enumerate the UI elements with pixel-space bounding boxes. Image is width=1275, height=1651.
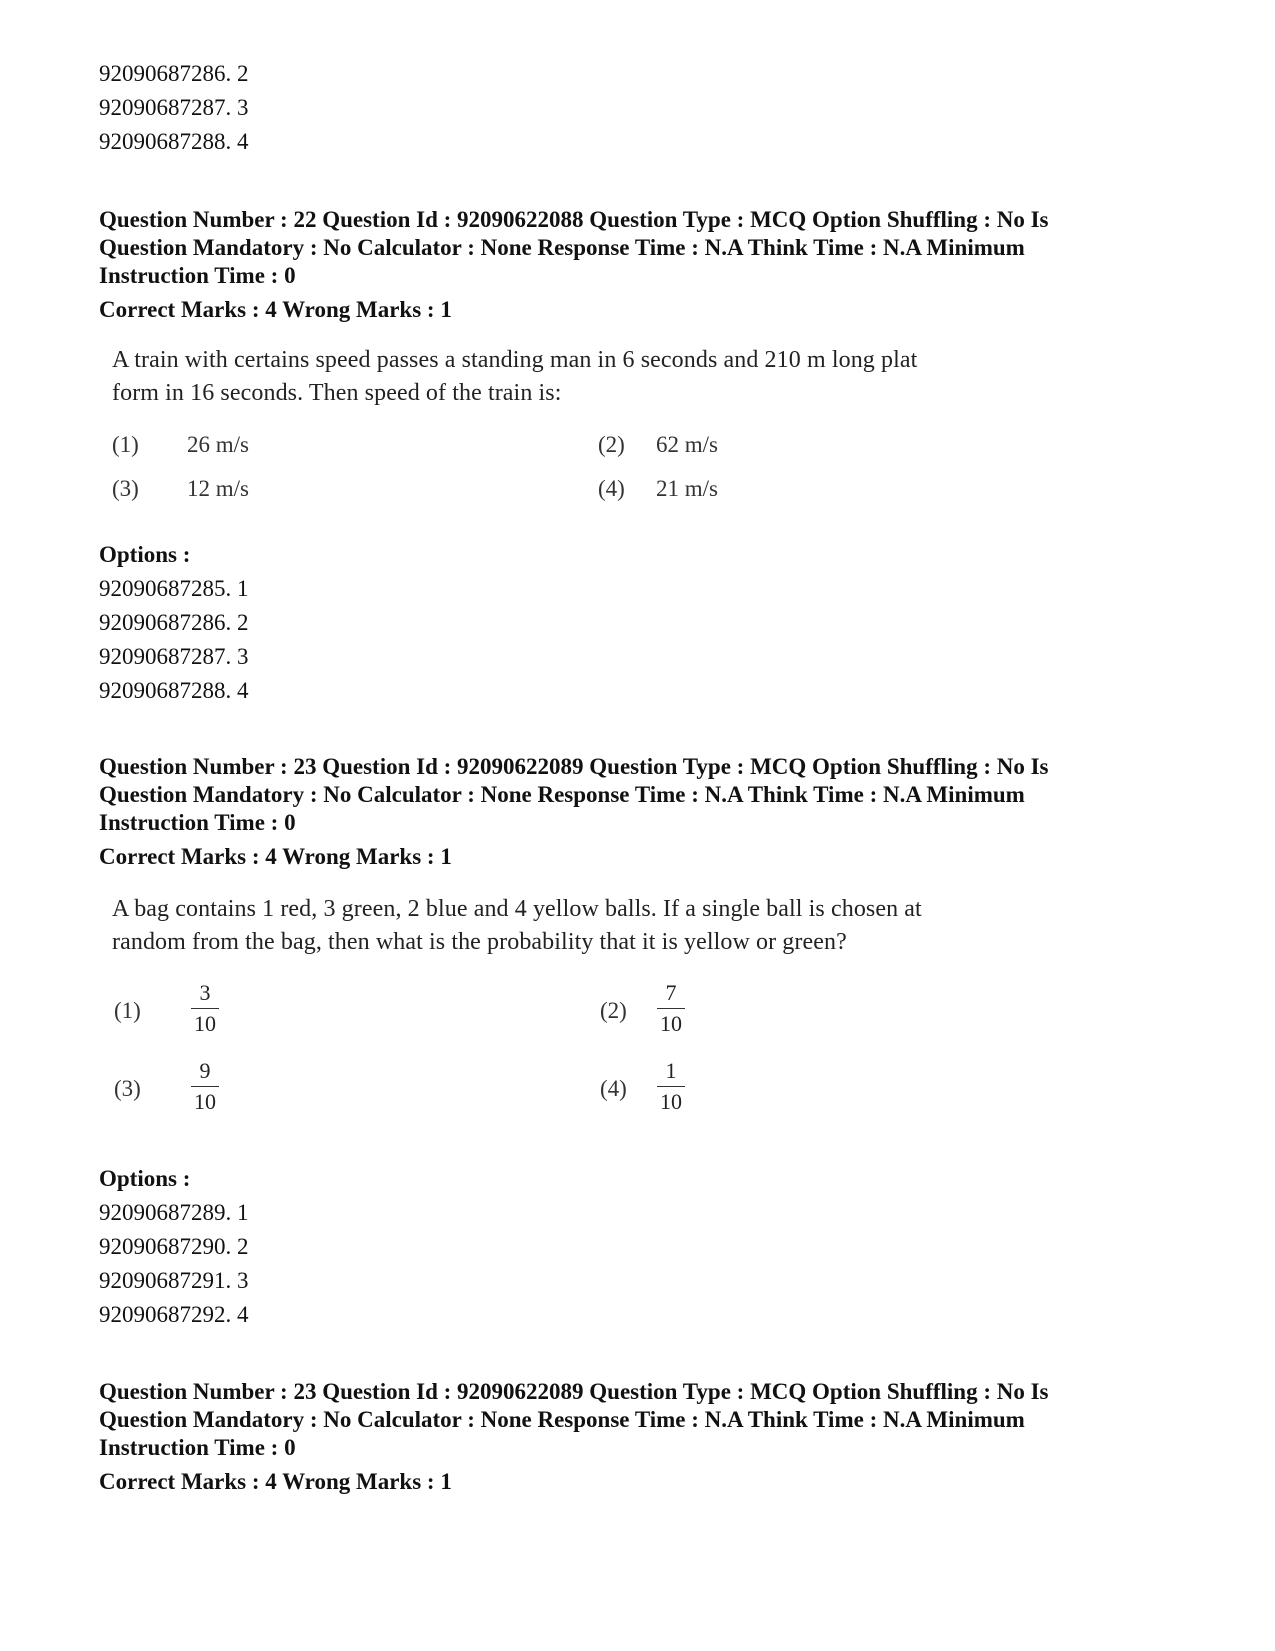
marks-line: Correct Marks : 4 Wrong Marks : 1	[99, 1469, 452, 1494]
question-text: A bag contains 1 red, 3 green, 2 blue and 4 yellow balls. If a single ball is chosen at	[112, 896, 922, 922]
options-label: Options :	[99, 542, 191, 567]
question-header: Question Number : 22 Question Id : 92090622088 Question Type : MCQ Option Shuffling : No Is	[99, 207, 1049, 232]
question-header: Question Number : 23 Question Id : 92090622089 Question Type : MCQ Option Shuffling : No Is	[99, 754, 1049, 779]
option-line: 92090687286. 2	[99, 610, 249, 635]
question-header: Instruction Time : 0	[99, 1435, 296, 1460]
choice-number: (3)	[112, 476, 139, 501]
question-header: Question Mandatory : No Calculator : None Response Time : N.A Think Time : N.A Minimum	[99, 1407, 1025, 1432]
fraction	[185, 1058, 225, 1115]
fraction-numerator: 3	[199, 980, 211, 1005]
marks-line: Correct Marks : 4 Wrong Marks : 1	[99, 844, 452, 869]
choice-number: (2)	[600, 998, 627, 1023]
marks-line: Correct Marks : 4 Wrong Marks : 1	[99, 297, 452, 322]
choice-text: 26 m/s	[187, 432, 249, 457]
question-header: Instruction Time : 0	[99, 810, 296, 835]
fraction-numerator: 9	[199, 1058, 211, 1083]
fraction-denominator: 10	[660, 1089, 682, 1114]
choice-number: (1)	[114, 998, 141, 1023]
question-text: random from the bag, then what is the probability that it is yellow or green?	[112, 929, 847, 955]
option-line: 92090687288. 4	[99, 678, 249, 703]
option-line: 92090687290. 2	[99, 1234, 249, 1259]
option-line: 92090687285. 1	[99, 576, 249, 601]
choice-number: (4)	[598, 476, 625, 501]
choice-text: 21 m/s	[656, 476, 718, 501]
fraction-bar	[191, 1008, 219, 1009]
fraction-denominator: 10	[194, 1011, 216, 1036]
fraction-bar	[191, 1086, 219, 1087]
option-line: 92090687291. 3	[99, 1268, 249, 1293]
choice-text: 62 m/s	[656, 432, 718, 457]
question-header: Instruction Time : 0	[99, 263, 296, 288]
question-header: Question Mandatory : No Calculator : None Response Time : N.A Think Time : N.A Minimum	[99, 235, 1025, 260]
choice-number: (3)	[114, 1076, 141, 1101]
question-text: A train with certains speed passes a standing man in 6 seconds and 210 m long plat	[112, 347, 918, 373]
fraction-numerator: 1	[665, 1058, 677, 1083]
choice-text: 12 m/s	[187, 476, 249, 501]
fraction-bar	[657, 1086, 685, 1087]
fraction	[651, 1058, 691, 1115]
option-line: 92090687287. 3	[99, 95, 249, 120]
question-header: Question Number : 23 Question Id : 92090622089 Question Type : MCQ Option Shuffling : No Is	[99, 1379, 1049, 1404]
choice-number: (1)	[112, 432, 139, 457]
choice-number: (2)	[598, 432, 625, 457]
option-line: 92090687286. 2	[99, 61, 249, 86]
options-label: Options :	[99, 1166, 191, 1191]
fraction-bar	[657, 1008, 685, 1009]
question-header: Question Mandatory : No Calculator : None Response Time : N.A Think Time : N.A Minimum	[99, 782, 1025, 807]
fraction	[651, 980, 691, 1037]
fraction-numerator: 7	[665, 980, 677, 1005]
question-text: form in 16 seconds. Then speed of the train is:	[112, 380, 562, 406]
fraction	[185, 980, 225, 1037]
option-line: 92090687287. 3	[99, 644, 249, 669]
option-line: 92090687288. 4	[99, 129, 249, 154]
fraction-denominator: 10	[660, 1011, 682, 1036]
option-line: 92090687292. 4	[99, 1302, 249, 1327]
choice-number: (4)	[600, 1076, 627, 1101]
option-line: 92090687289. 1	[99, 1200, 249, 1225]
fraction-denominator: 10	[194, 1089, 216, 1114]
